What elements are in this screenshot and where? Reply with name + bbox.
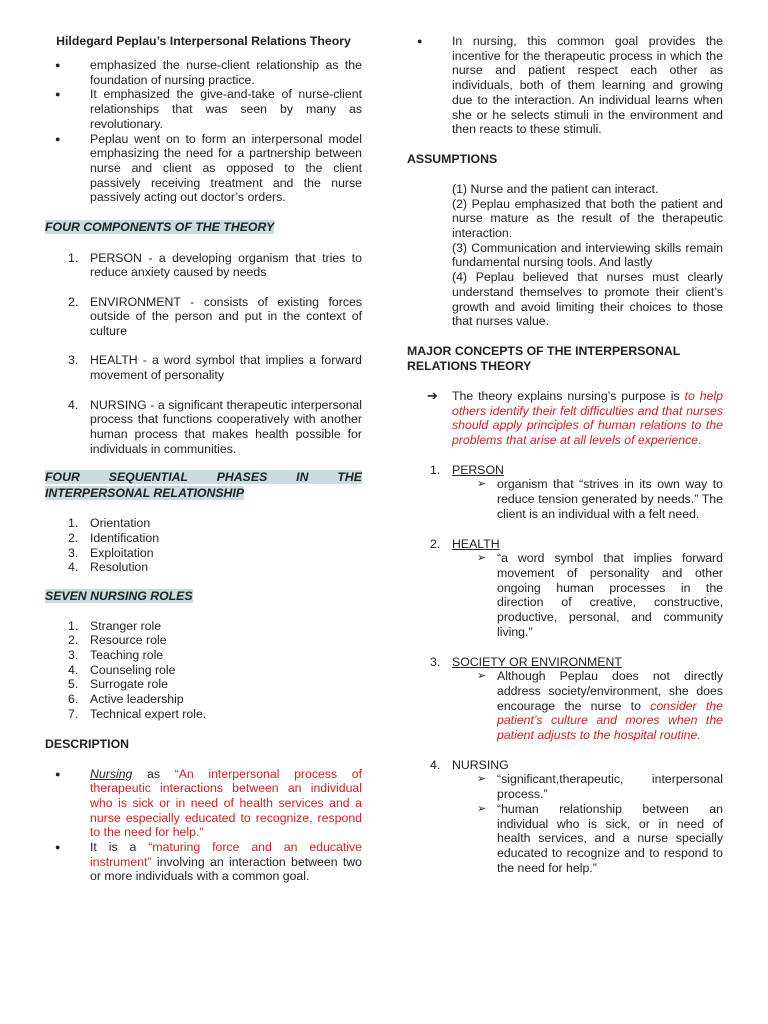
list-item: 3. HEALTH - a word symbol that implies a forward movement of personality — [68, 353, 362, 383]
list-item: ● In nursing, this common goal provides the incentive for the therapeutic process in which the nurse and patient respect each other as individuals, both of them learning and growing due to the interaction. An individual learns when she or he selects stimuli in the environment and then reacts to these stimuli. — [407, 34, 723, 137]
roles-heading: SEVEN NURSING ROLES — [45, 589, 193, 604]
concept-person: 1. PERSON ➢ organism that “strives in its own way to reduce tension generated by needs.” The client is an individual with a felt need. — [407, 463, 723, 522]
list-item: 1. Stranger role — [68, 618, 162, 633]
list-item: 7. Technical expert role. — [68, 706, 207, 721]
left-column — [45, 34, 362, 884]
assumption-item: (3) Communication and interviewing skills remain fundamental nursing tools. And lastly — [452, 240, 723, 270]
list-item: 4. Counseling role — [68, 662, 176, 677]
concepts-heading: MAJOR CONCEPTS OF THE INTERPERSONAL RELATIONS THEORY — [407, 343, 681, 373]
intro-bullet-list — [45, 58, 362, 205]
list-item: ➢ “significant,therapeutic, interpersonal process.” — [407, 772, 723, 801]
page-title: Hildegard Peplau’s Interpersonal Relations Theory — [56, 34, 351, 48]
roles-list — [45, 619, 362, 722]
assumptions-list — [407, 182, 723, 329]
assumptions-heading: ASSUMPTIONS — [407, 151, 498, 166]
list-item: 3. Teaching role — [68, 648, 164, 663]
list-item: 3. Exploitation — [68, 545, 154, 560]
common-goal-list — [407, 34, 723, 137]
list-item: 1. Orientation — [68, 516, 151, 531]
purpose-list — [407, 389, 723, 448]
list-item: ➢ organism that “strives in its own way to reduce tension generated by needs.” The client is an individual with a felt need. — [407, 477, 723, 521]
list-item: 2. Resource role — [68, 633, 167, 648]
list-item: 6. Active leadership — [68, 692, 184, 707]
list-item: 5. Surrogate role — [68, 677, 168, 692]
list-item: ➢ Although Peplau does not directly address society/environment, she does encourage the nurse to consider the patient’s culture and mores when the patient adjusts to the hospital routine. — [407, 669, 723, 743]
concept-health: 2. HEALTH ➢ “a word symbol that implies forward movement of personality and other ongoing human processes in the direction of creative, constructive, productive, personal, and community living.” — [407, 537, 723, 640]
description-heading: DESCRIPTION — [45, 736, 130, 751]
assumption-item: (4) Peplau believed that nurses must clearly understand themselves to promote their client’s growth and avoid limiting their choices to those that nurses value. — [452, 270, 723, 329]
assumption-item: (2) Peplau emphasized that both the patient and nurse mature as the result of the therapeutic interaction. — [452, 196, 723, 241]
concepts-list — [407, 463, 723, 876]
list-item: 4. Resolution — [68, 560, 149, 575]
phases-heading: FOUR SEQUENTIAL PHASES IN THE INTERPERSONAL RELATIONSHIP — [45, 470, 362, 501]
list-item: ● It is a “maturing force and an educative instrument” involving an interaction between two or more individuals with a common goal. — [45, 840, 362, 884]
list-item: ● Peplau went on to form an interpersonal model emphasizing the need for a partnership between nurse and client as opposed to the client passively receiving treatment and the nurse passively acting out doctor’s orders. — [45, 132, 362, 206]
components-list — [45, 251, 362, 457]
list-item: ● Nursing as “An interpersonal process of therapeutic interactions between an individual who is sick or in need of health services and a nurse especially educated to recognize, respond to the need for help.” — [45, 767, 362, 841]
list-item: ● It emphasized the give-and-take of nurse-client relationships that was seen by many as revolutionary. — [45, 87, 362, 131]
list-item: 4. NURSING - a significant therapeutic interpersonal process that functions cooperatively with another human process that makes health possible for individuals in communities. — [68, 397, 362, 456]
list-item: ➔ The theory explains nursing’s purpose is to help others identify their felt difficulties and that nurses should apply principles of human relations to the problems that arise at all levels of experience. — [407, 389, 723, 448]
list-item: ● emphasized the nurse-client relationship as the foundation of nursing practice. — [45, 58, 362, 87]
list-item: 1. PERSON - a developing organism that tries to reduce anxiety caused by needs — [68, 250, 362, 280]
list-item: ➢ “human relationship between an individual who is sick, or in need of health services, and a nurse specially educated to recognize and to respond to the need for help.” — [407, 802, 723, 876]
description-list — [45, 767, 362, 885]
list-item: 2. Identification — [68, 531, 160, 546]
concept-society: 3. SOCIETY OR ENVIRONMENT ➢ Although Peplau does not directly address society/environment, she does encourage the nurse to consider the patient’s culture and mores when the patient adjusts to the hospital routine. — [407, 655, 723, 743]
components-heading: FOUR COMPONENTS OF THE THEORY — [45, 220, 275, 235]
phases-list — [45, 516, 362, 575]
list-item: 2. ENVIRONMENT - consists of existing forces outside of the person and put in the context of culture — [68, 294, 362, 339]
concept-nursing: 4. NURSING ➢ “significant,therapeutic, interpersonal process.” ➢ “human relationship between an individual who is sick, or in need of health services, and a nurse specially educated to recognize and to respond to the need for help.” — [407, 758, 723, 876]
assumption-item: (1) Nurse and the patient can interact. — [452, 181, 659, 196]
list-item: ➢ “a word symbol that implies forward movement of personality and other ongoing human processes in the direction of creative, constructive, productive, personal, and community living.” — [407, 551, 723, 639]
right-column — [407, 34, 723, 875]
